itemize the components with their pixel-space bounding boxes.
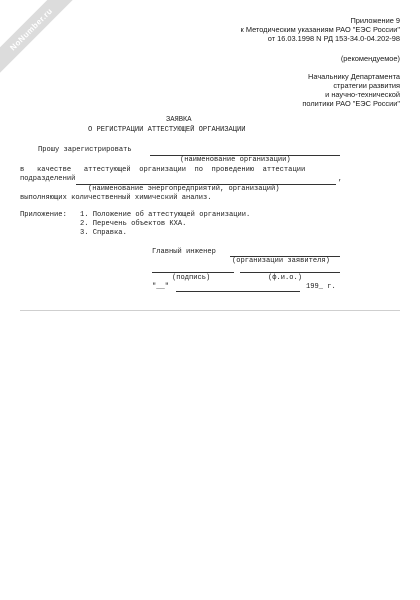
appendix-reference: к Методическим указаниям РАО "ЕЭС России" — [240, 25, 400, 34]
date-month-line — [176, 291, 300, 292]
attachment-item-2: 2. Перечень объектов КХА. — [80, 220, 187, 228]
addressee-line-4: политики РАО "ЕЭС России" — [302, 99, 400, 108]
addressee-line-2: стратегии развития — [333, 81, 400, 90]
enterprise-caption: (наименование энергопредприятий, организаций) — [88, 185, 280, 193]
performing-text: выполняющих количественный химический анализ. — [20, 194, 212, 202]
full-name-line — [240, 272, 340, 273]
organization-caption: (наименование организации) — [180, 156, 291, 164]
recommended-note: (рекомендуемое) — [340, 54, 400, 63]
capacity-text: в качестве аттестующей организации по проведению аттестации — [20, 166, 306, 174]
full-name-caption: (ф.и.о.) — [268, 274, 303, 282]
chief-engineer-label: Главный инженер — [152, 248, 216, 256]
document-title: ЗАЯВКА — [166, 116, 192, 124]
addressee-block — [302, 72, 400, 108]
attachments-label: Приложение: — [20, 211, 67, 219]
date-year: 199_ г. — [306, 283, 336, 291]
attachment-item-3: 3. Справка. — [80, 229, 127, 237]
signature-line — [152, 272, 234, 273]
date-day: "__" — [152, 283, 170, 291]
appendix-document-id: от 16.03.1998 N РД 153-34.0-04.202-98 — [267, 34, 400, 43]
attachment-item-1: 1. Положение об аттестующей организации. — [80, 211, 251, 219]
addressee-line-3: и научно-технической — [325, 90, 400, 99]
request-text: Прошу зарегистрировать — [38, 146, 132, 154]
addressee-line-1: Начальнику Департамента — [308, 72, 400, 81]
signature-caption: (подпись) — [172, 274, 211, 282]
appendix-number: Приложение 9 — [350, 16, 400, 25]
comma: , — [338, 175, 343, 183]
applicant-org-caption: (организации заявителя) — [232, 257, 330, 265]
watermark-text: NoNumber.ru — [7, 5, 55, 53]
appendix-header — [241, 16, 400, 43]
subdivisions-label: подразделений — [20, 175, 76, 183]
page-divider — [20, 310, 400, 311]
watermark-ribbon — [0, 0, 83, 81]
document-subtitle: О РЕГИСТРАЦИИ АТТЕСТУЮЩЕЙ ОРГАНИЗАЦИИ — [88, 126, 246, 134]
